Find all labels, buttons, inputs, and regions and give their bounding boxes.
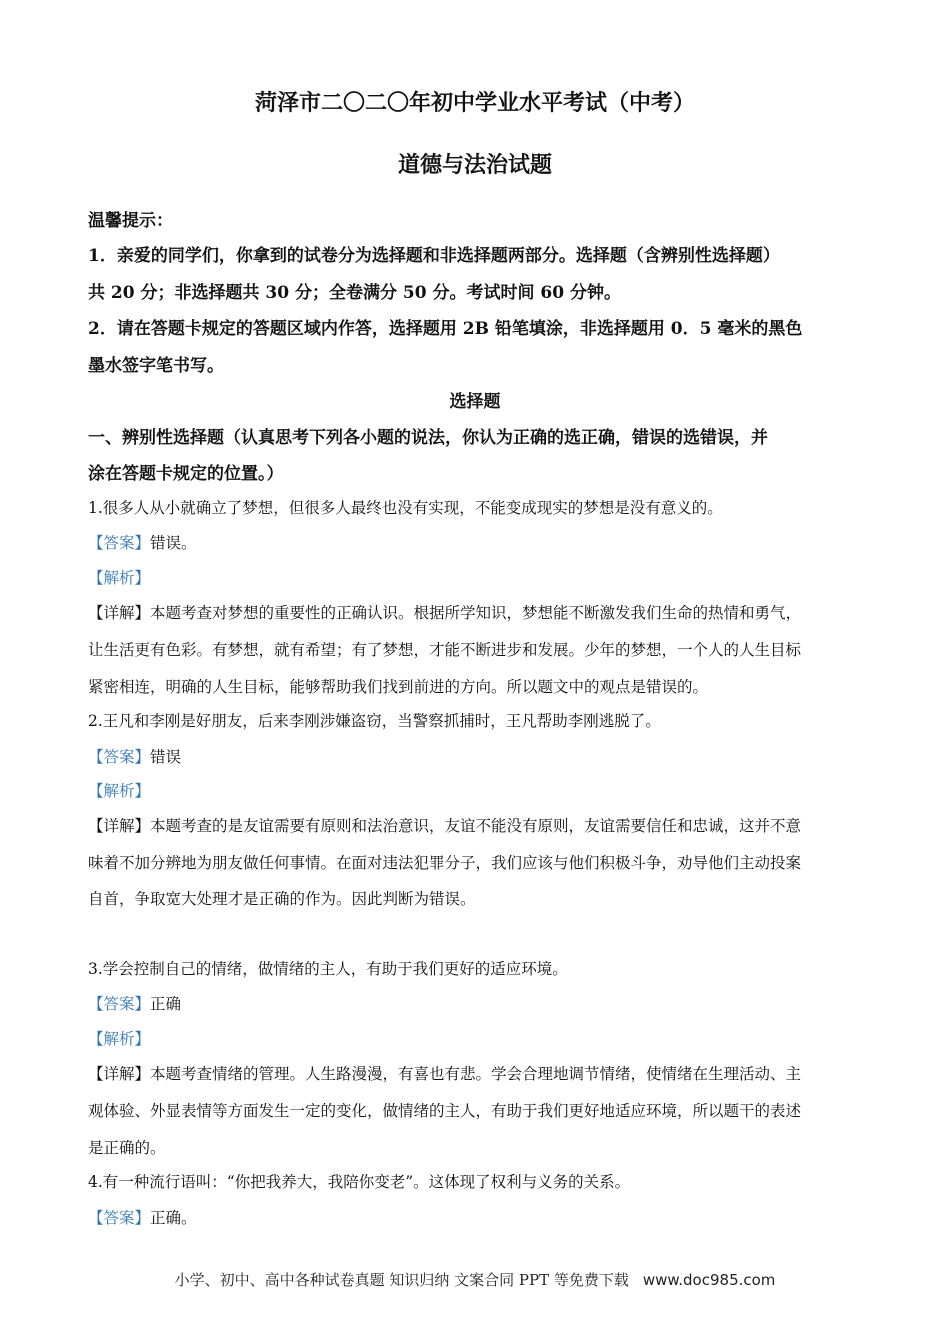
notice-item-2-line-1: 2．请在答题卡规定的答题区域内作答，选择题用 2B 铅笔填涂，非选择题用 0．5 毫米的黑色: [88, 319, 803, 339]
question-2-answer: [88, 745, 868, 767]
footer-url[interactable]: www.doc985.com: [642, 1271, 776, 1289]
question-3-stem: 3.学会控制自己的情绪，做情绪的主人，有助于我们更好的适应环境。: [88, 960, 568, 978]
question-4-stem: 4.有一种流行语叫：“你把我养大，我陪你变老”。这体现了权利与义务的关系。: [88, 1173, 631, 1191]
detail-tag: 【详解】: [88, 604, 151, 622]
question-1-detail-line-1: [88, 601, 868, 623]
part-1-instructions-line-1: 一、辨别性选择题（认真思考下列各小题的说法，你认为正确的选正确，错误的选错误，并: [88, 428, 768, 448]
question-2-detail-line-2: 味着不加分辨地为朋友做任何事情。在面对违法犯罪分子，我们应该与他们积极斗争，劝导他们主动投案: [88, 854, 802, 872]
answer-text: 错误: [150, 748, 182, 766]
question-3-detail-line-1: [88, 1062, 868, 1084]
question-3-detail-line-2: 观体验、外显表情等方面发生一定的变化，做情绪的主人，有助于我们更好地适应环境，所以题干的表述: [88, 1102, 802, 1120]
detail-text: 本题考查对梦想的重要性的正确认识。根据所学知识，梦想能不断激发我们生命的热情和勇气，: [150, 604, 802, 622]
question-1-answer: [88, 531, 868, 553]
notice-item-1-line-1: 1．亲爱的同学们，你拿到的试卷分为选择题和非选择题两部分。选择题（含辨别性选择题）: [88, 246, 780, 266]
question-1-stem: 1.很多人从小就确立了梦想，但很多人最终也没有实现，不能变成现实的梦想是没有意义的。: [88, 499, 723, 517]
detail-text: 本题考查的是友谊需要有原则和法治意识，友谊不能没有原则，友谊需要信任和忠诚，这并不意: [150, 817, 802, 835]
question-3-analysis-tag: 【解析】: [88, 1030, 151, 1048]
question-2-detail-line-3: 自首，争取宽大处理才是正确的作为。因此判断为错误。: [88, 890, 476, 908]
question-2-analysis-tag: 【解析】: [88, 782, 151, 800]
detail-text: 本题考查情绪的管理。人生路漫漫，有喜也有悲。学会合理地调节情绪，使情绪在生理活动、主: [150, 1065, 802, 1083]
answer-text: 正确。: [150, 1209, 197, 1227]
detail-tag: 【详解】: [88, 817, 151, 835]
page-footer: [0, 1269, 950, 1290]
footer-text: 小学、初中、高中各种试卷真题 知识归纳 文案合同 PPT 等免费下载: [174, 1271, 629, 1289]
question-1-analysis-tag: 【解析】: [88, 569, 151, 587]
notice-item-2-line-2: 墨水签字笔书写。: [88, 356, 224, 376]
answer-tag: 【答案】: [88, 995, 151, 1013]
question-1-detail-line-2: 让生活更有色彩。有梦想，就有希望；有了梦想，才能不断进步和发展。少年的梦想，一个人的人生目标: [88, 641, 802, 659]
part-1-instructions-line-2: 涂在答题卡规定的位置。）: [88, 464, 284, 484]
answer-text: 正确: [150, 995, 182, 1013]
answer-tag: 【答案】: [88, 534, 151, 552]
detail-tag: 【详解】: [88, 1065, 151, 1083]
question-3-answer: [88, 992, 868, 1014]
question-2-stem: 2.王凡和李刚是好朋友，后来李刚涉嫌盗窃，当警察抓捕时，王凡帮助李刚逃脱了。: [88, 712, 661, 730]
page-subtitle: 道德与法治试题: [397, 152, 552, 178]
answer-tag: 【答案】: [88, 748, 151, 766]
section-heading: 选择题: [449, 392, 501, 412]
question-2-detail-line-1: [88, 814, 868, 836]
answer-text: 错误。: [150, 534, 197, 552]
question-3-detail-line-3: 是正确的。: [88, 1139, 166, 1157]
answer-tag: 【答案】: [88, 1209, 151, 1227]
question-1-detail-line-3: 紧密相连，明确的人生目标，能够帮助我们找到前进的方向。所以题文中的观点是错误的。: [88, 678, 709, 696]
notice-item-1-line-2: 共 20 分；非选择题共 30 分；全卷满分 50 分。考试时间 60 分钟。: [88, 283, 621, 303]
question-4-answer: [88, 1206, 868, 1228]
notice-label: 温馨提示：: [88, 211, 173, 231]
page-title: 菏泽市二〇二〇年初中学业水平考试（中考）: [254, 90, 695, 116]
